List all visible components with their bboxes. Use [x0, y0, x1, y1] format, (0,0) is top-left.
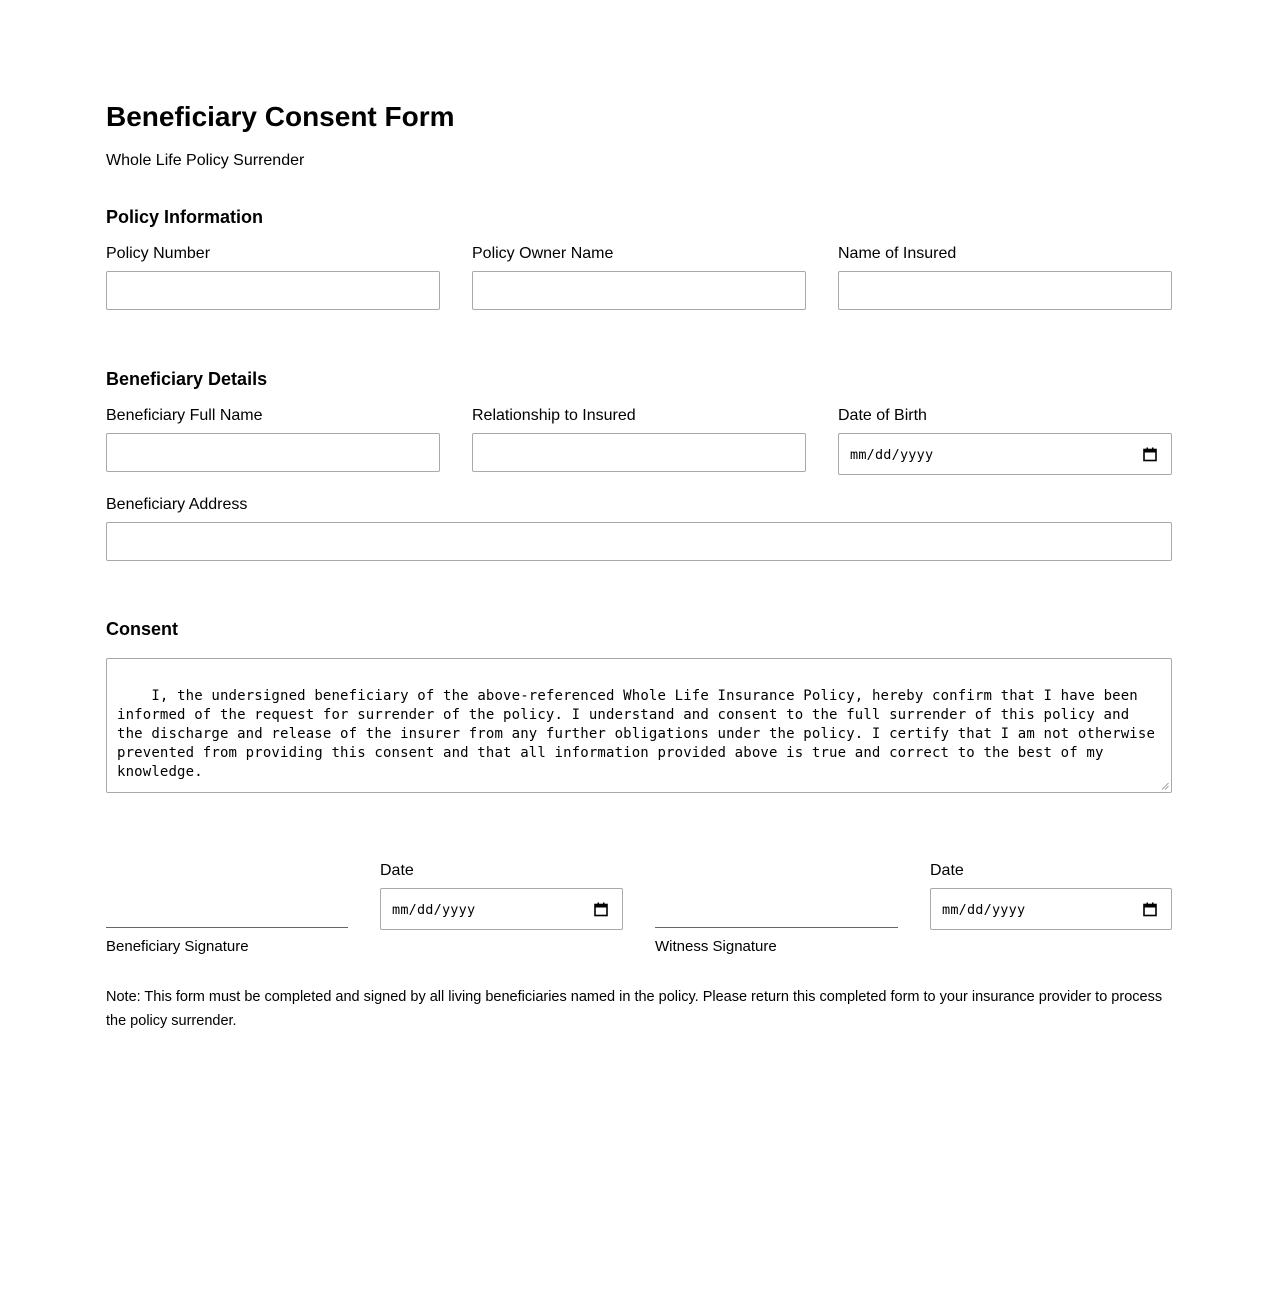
field-beneficiary-address [106, 496, 1172, 561]
beneficiary-full-name-input[interactable] [106, 433, 440, 472]
beneficiary-address-label: Beneficiary Address [106, 496, 248, 513]
date-of-birth-label: Date of Birth [838, 407, 927, 424]
relationship-to-insured-label: Relationship to Insured [472, 407, 636, 424]
section-heading-beneficiary-details: Beneficiary Details [106, 369, 268, 389]
field-policy-number [106, 245, 440, 310]
calendar-icon[interactable] [1143, 902, 1157, 917]
calendar-icon[interactable] [594, 902, 608, 917]
beneficiary-signature-label: Beneficiary Signature [106, 938, 249, 955]
policy-owner-name-input[interactable] [472, 271, 806, 310]
section-heading-policy-information: Policy Information [106, 207, 264, 227]
resize-handle-icon[interactable] [1161, 782, 1169, 790]
witness-signature-line[interactable] [655, 927, 898, 928]
relationship-to-insured-input[interactable] [472, 433, 806, 472]
beneficiary-date-placeholder: mm/dd/yyyy [392, 902, 476, 918]
beneficiary-date-label: Date [380, 862, 414, 879]
consent-textarea[interactable] [106, 658, 1172, 793]
date-of-birth-input[interactable] [838, 433, 1172, 475]
witness-date-input[interactable] [930, 888, 1172, 930]
calendar-icon[interactable] [1143, 447, 1157, 462]
field-name-of-insured [838, 245, 1172, 310]
beneficiary-signature-line[interactable] [106, 927, 348, 928]
witness-signature-label: Witness Signature [655, 938, 777, 955]
name-of-insured-label: Name of Insured [838, 245, 957, 262]
date-of-birth-placeholder: mm/dd/yyyy [850, 447, 934, 463]
policy-number-input[interactable] [106, 271, 440, 310]
field-beneficiary-signature-date [380, 862, 623, 930]
field-policy-owner-name [472, 245, 806, 310]
section-heading-consent: Consent [106, 619, 178, 639]
beneficiary-full-name-label: Beneficiary Full Name [106, 407, 263, 424]
policy-owner-name-label: Policy Owner Name [472, 245, 614, 262]
witness-date-label: Date [930, 862, 964, 879]
page-title: Beneficiary Consent Form [106, 101, 455, 132]
field-beneficiary-full-name [106, 407, 440, 472]
form-note: Note: This form must be completed and signed by all living beneficiaries named in the policy. Please return this completed form to your insurance provider to process the policy surrender. [106, 989, 1163, 1029]
witness-date-placeholder: mm/dd/yyyy [942, 902, 1026, 918]
policy-number-label: Policy Number [106, 245, 211, 262]
beneficiary-date-input[interactable] [380, 888, 623, 930]
page-subtitle: Whole Life Policy Surrender [106, 152, 305, 169]
beneficiary-address-input[interactable] [106, 522, 1172, 561]
field-witness-signature-date [930, 862, 1172, 930]
name-of-insured-input[interactable] [838, 271, 1172, 310]
field-relationship-to-insured [472, 407, 806, 472]
consent-text: I, the undersigned beneficiary of the above-referenced Whole Life Insurance Policy, hereby confirm that I have been informed of the request for surrender of the policy. I understand and consent to the full surrender of this policy and the discharge and release of the insurer from any further obligations under the policy. I certify that I am not otherwise prevented from providing this consent and that all information provided above is true and correct to the best of my knowledge. [117, 688, 1164, 780]
field-date-of-birth [838, 407, 1172, 475]
